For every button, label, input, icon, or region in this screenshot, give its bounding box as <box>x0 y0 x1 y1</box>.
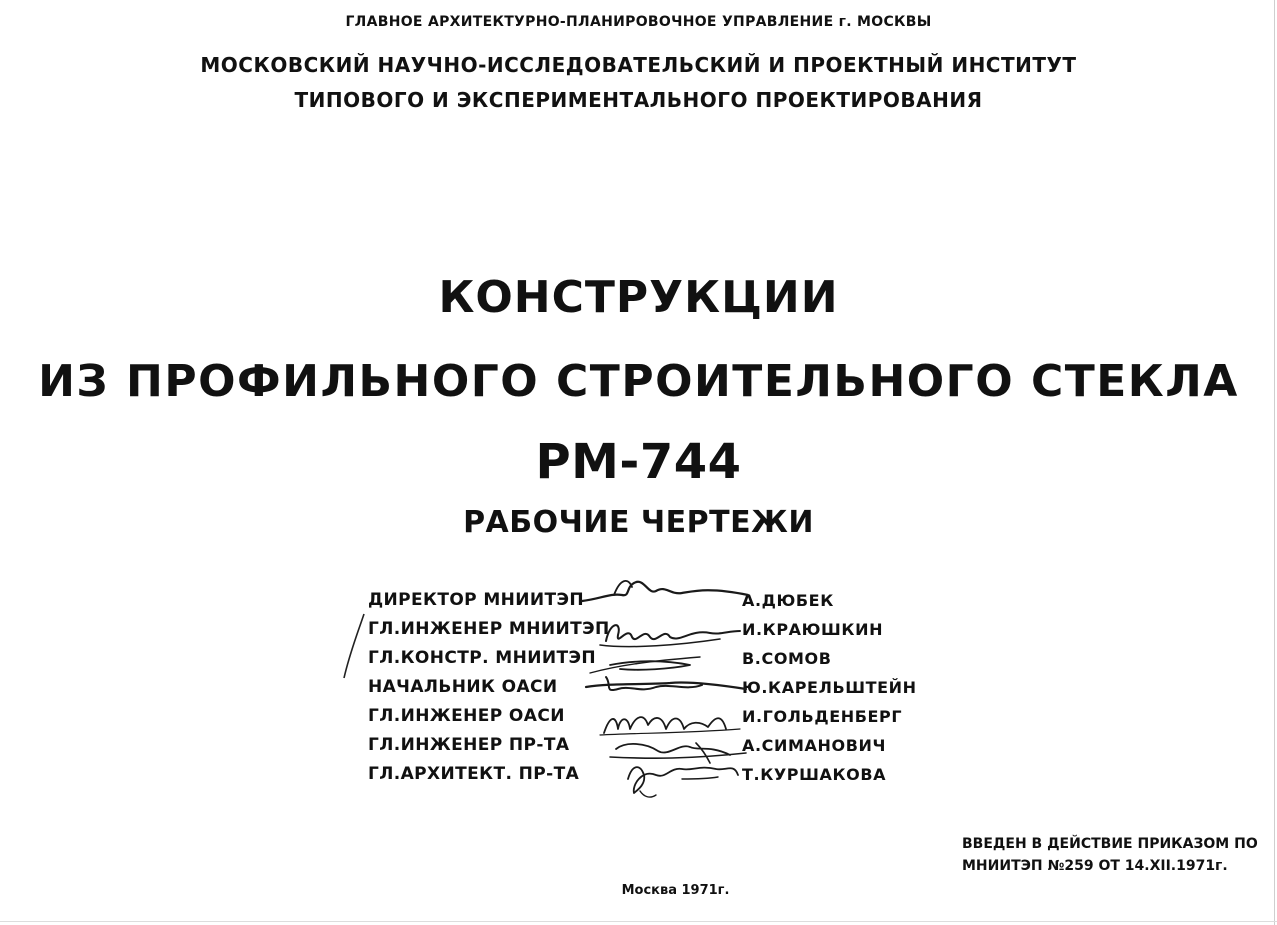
signatory-role: ГЛ.ИНЖЕНЕР ОАСИ <box>368 706 565 726</box>
signatory-role: НАЧАЛЬНИК ОАСИ <box>368 677 558 697</box>
document-title-line2: ИЗ ПРОФИЛЬНОГО СТРОИТЕЛЬНОГО СТЕКЛА <box>38 356 1239 407</box>
signatory-name: А.СИМАНОВИЧ <box>742 736 887 755</box>
city-and-year: Москва 1971г. <box>621 883 730 898</box>
signatory-name: В.СОМОВ <box>742 649 832 668</box>
signatory-role: ГЛ.ИНЖЕНЕР ПР-ТА <box>368 735 570 755</box>
ministry-heading: ГЛАВНОЕ АРХИТЕКТУРНО-ПЛАНИРОВОЧНОЕ УПРАВЛЕНИЕ г. МОСКВЫ <box>345 14 932 30</box>
margin-pen-stroke <box>340 612 370 682</box>
institute-name-line2: ТИПОВОГО И ЭКСПЕРИМЕНТАЛЬНОГО ПРОЕКТИРОВАНИЯ <box>294 88 983 112</box>
series-number: РМ-744 <box>535 434 742 490</box>
signatory-role: ГЛ.ИНЖЕНЕР МНИИТЭП <box>368 619 610 639</box>
signatory-role: ДИРЕКТОР МНИИТЭП <box>368 590 585 610</box>
page-edge-bottom <box>0 921 1277 922</box>
enactment-note-line1: ВВЕДЕН В ДЕЙСТВИЕ ПРИКАЗОМ ПО <box>962 836 1258 852</box>
document-title-line1: КОНСТРУКЦИИ <box>438 272 839 323</box>
signatory-role: ГЛ.АРХИТЕКТ. ПР-ТА <box>368 764 580 784</box>
document-subtitle: РАБОЧИЕ ЧЕРТЕЖИ <box>463 505 814 540</box>
signatory-name: И.КРАЮШКИН <box>742 620 884 639</box>
signatory-name: Т.КУРШАКОВА <box>742 765 887 784</box>
handwritten-signatures <box>570 565 770 800</box>
enactment-note <box>962 833 1258 877</box>
institute-name-line1: МОСКОВСКИЙ НАУЧНО-ИССЛЕДОВАТЕЛЬСКИЙ И ПРОЕКТНЫЙ ИНСТИТУТ <box>200 53 1077 77</box>
signatory-name: А.ДЮБЕК <box>742 591 834 610</box>
signatory-name: И.ГОЛЬДЕНБЕРГ <box>742 707 903 726</box>
signatory-role: ГЛ.КОНСТР. МНИИТЭП <box>368 648 596 668</box>
enactment-note-line2: МНИИТЭП №259 ОТ 14.XII.1971г. <box>962 858 1228 874</box>
signatory-name: Ю.КАРЕЛЬШТЕЙН <box>742 678 917 697</box>
